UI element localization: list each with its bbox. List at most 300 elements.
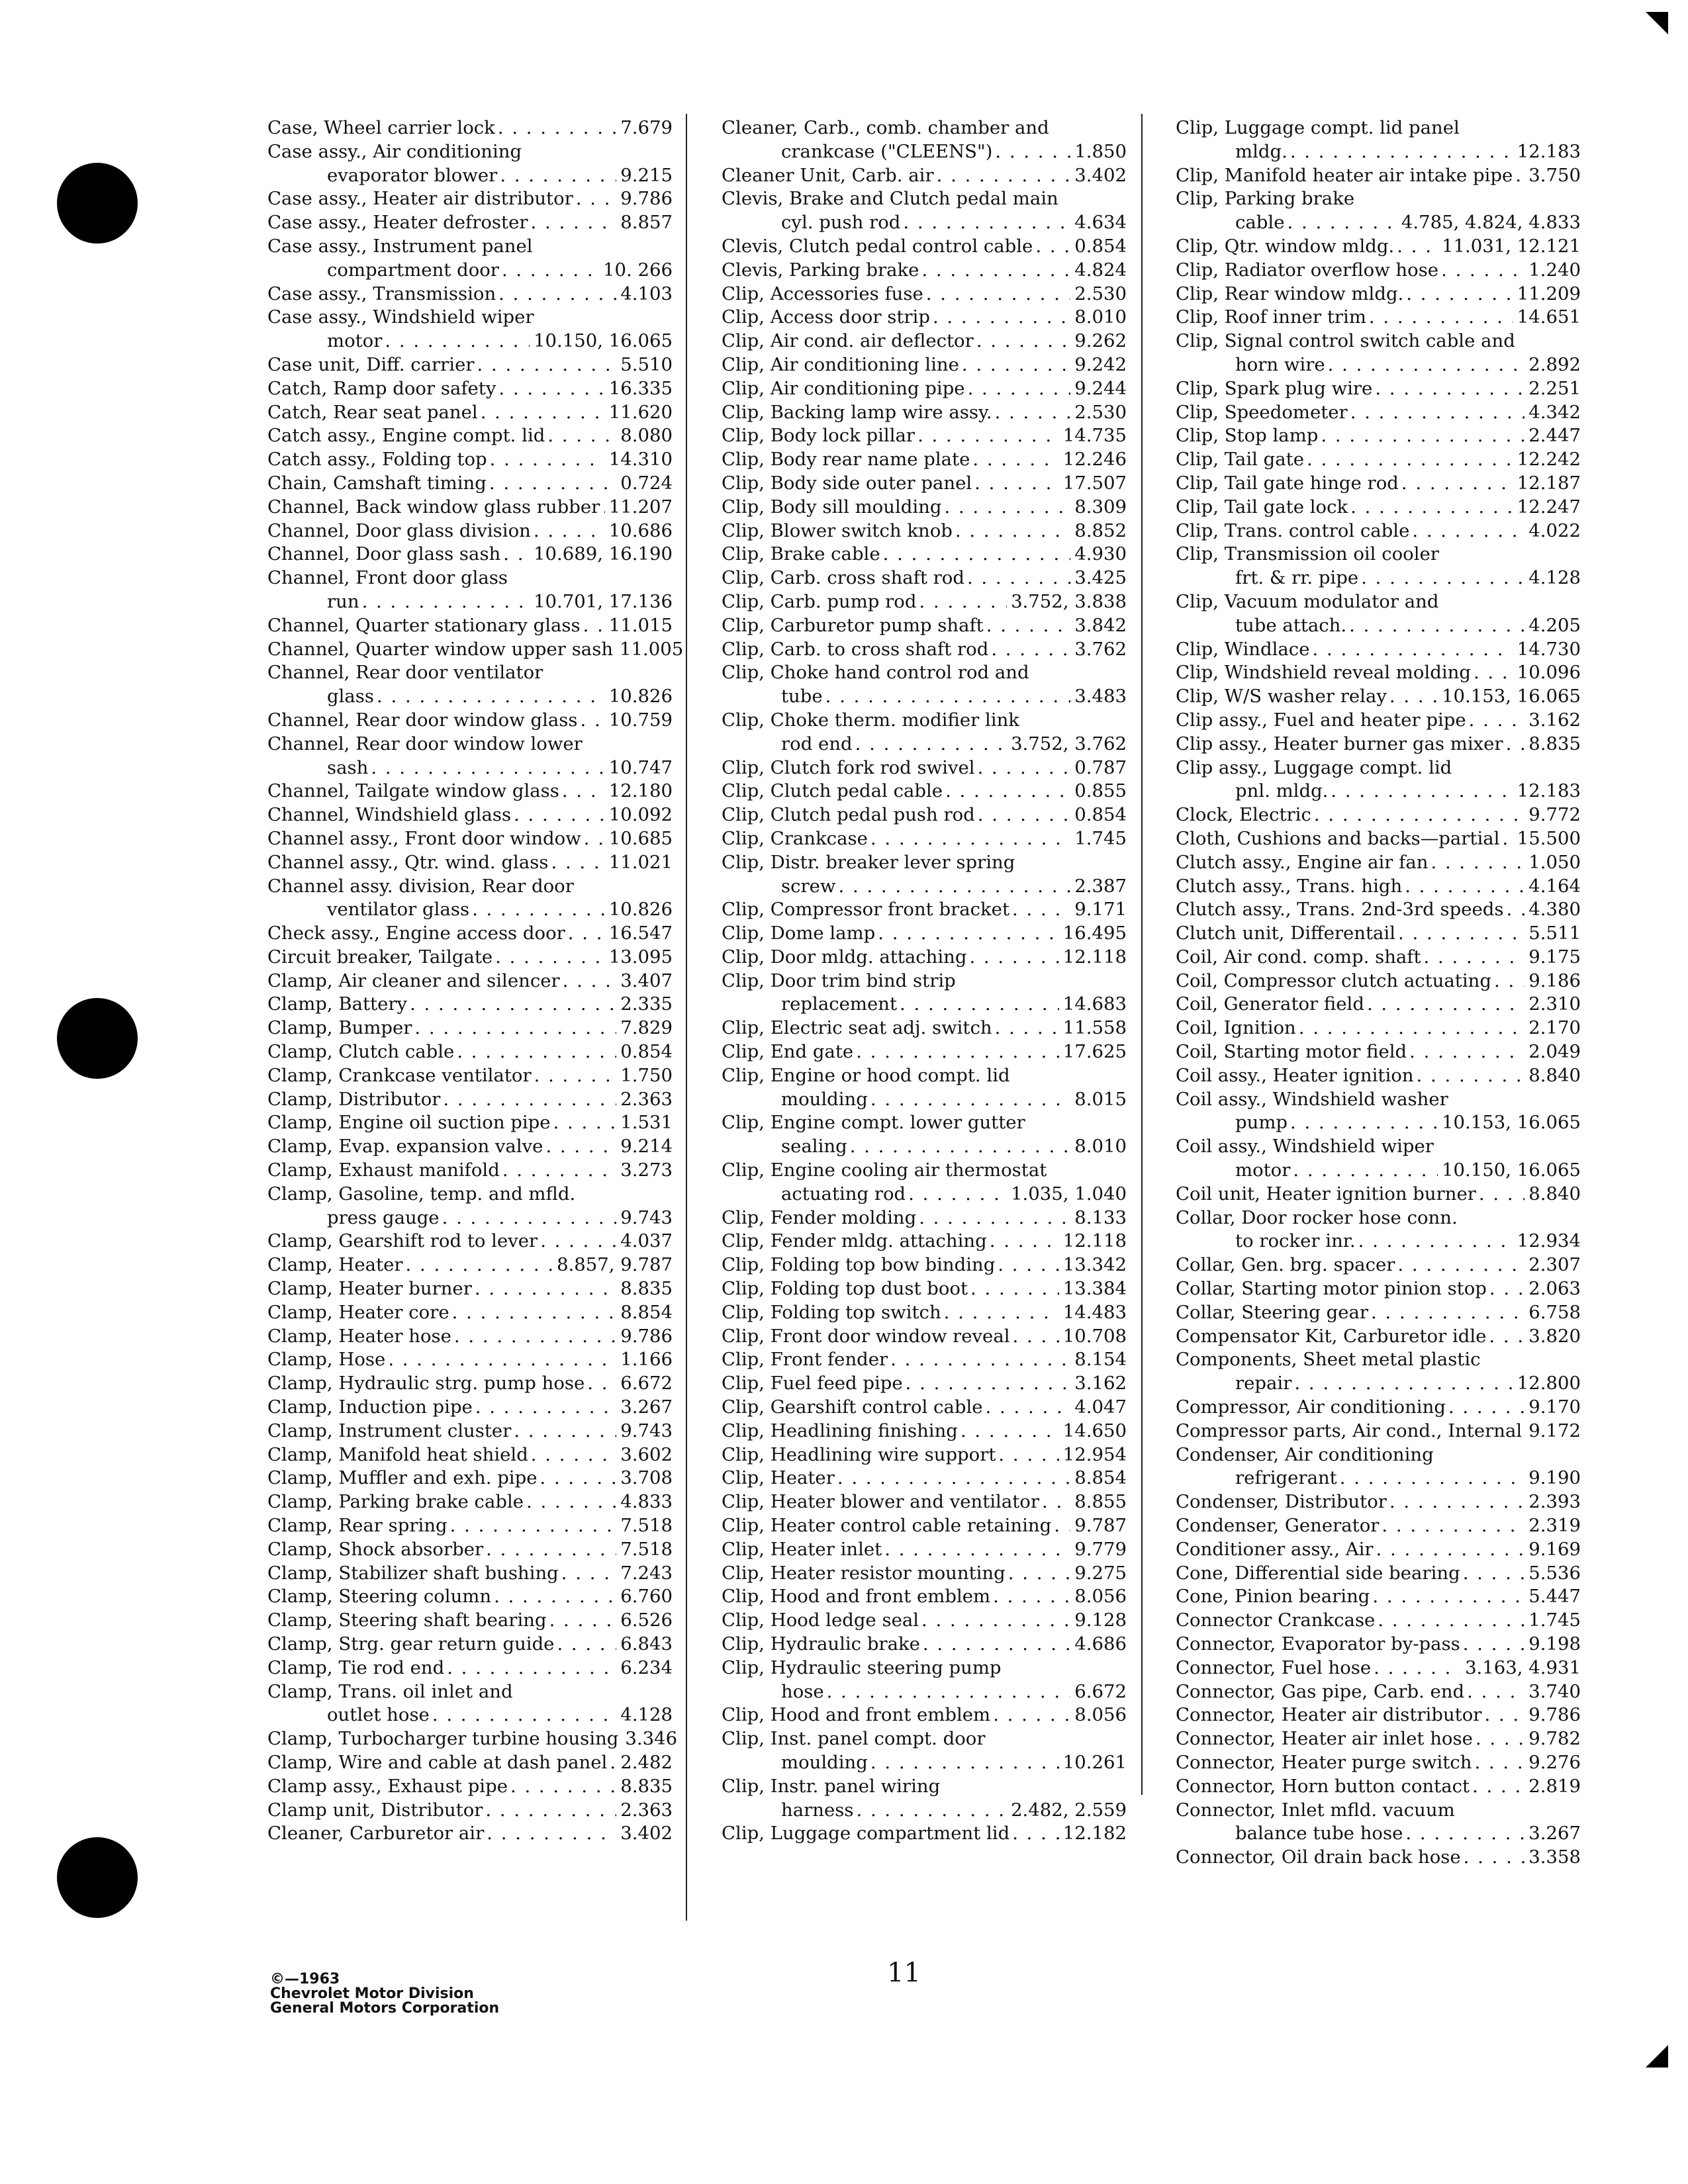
entry-page-ref: 9.215 xyxy=(620,164,673,186)
entry-page-ref: 1.050 xyxy=(1528,851,1581,873)
entry-page-ref: 1.240 xyxy=(1528,259,1581,281)
leader-dots xyxy=(903,211,1070,235)
entry-page-ref: 9.186 xyxy=(1528,970,1581,991)
entry-page-ref: 2.049 xyxy=(1528,1041,1581,1063)
leader-dots xyxy=(502,1159,616,1183)
index-entry xyxy=(722,1467,1127,1490)
entry-page-ref: 3.752, 3.762 xyxy=(1011,733,1127,754)
entry-page-ref: 3.750 xyxy=(1528,164,1581,186)
entry-page-ref: 9.786 xyxy=(1528,1704,1581,1726)
leader-dots xyxy=(1484,1704,1524,1727)
entry-page-ref: 11.021 xyxy=(608,851,673,873)
leader-dots xyxy=(385,330,530,353)
entry-page-ref: 3.402 xyxy=(1074,164,1127,186)
index-entry xyxy=(722,780,1127,803)
entry-page-ref: 12.242 xyxy=(1517,449,1581,471)
entry-text: Clip, Fender molding xyxy=(722,1206,917,1228)
entry-page-ref: 12.183 xyxy=(1517,140,1581,162)
entry-page-ref: 11.015 xyxy=(608,614,673,636)
entry-text: Collar, Starting motor pinion stop xyxy=(1176,1278,1487,1300)
entry-text: Connector, Evaporator by-pass xyxy=(1176,1633,1460,1655)
leader-dots xyxy=(998,1443,1058,1467)
entry-page-ref: 9.172 xyxy=(1528,1420,1581,1441)
index-entry xyxy=(722,1253,1127,1277)
entry-text: frt. & rr. pipe xyxy=(1235,567,1359,589)
entry-text: mldg. xyxy=(1235,140,1288,162)
entry-page-ref: 2.819 xyxy=(1528,1775,1581,1797)
index-entry xyxy=(267,685,673,709)
leader-dots xyxy=(883,543,1071,567)
index-entry xyxy=(722,424,1127,448)
index-entry xyxy=(267,1443,673,1467)
entry-page-ref: 3.267 xyxy=(620,1396,673,1418)
index-entry xyxy=(1176,1396,1581,1420)
index-entry xyxy=(267,259,673,283)
leader-dots xyxy=(1398,922,1524,946)
leader-dots xyxy=(921,259,1070,283)
index-entry xyxy=(267,970,673,993)
entry-text: Catch, Rear seat panel xyxy=(267,401,478,423)
entry-page-ref: 7.679 xyxy=(620,117,673,138)
leader-dots xyxy=(961,1420,1059,1443)
entry-text: Clamp assy., Exhaust pipe xyxy=(267,1775,508,1797)
index-entry xyxy=(722,614,1127,638)
entry-page-ref: 9.782 xyxy=(1528,1728,1581,1750)
index-entry xyxy=(267,187,673,211)
leader-dots xyxy=(549,1609,617,1633)
leader-dots xyxy=(576,187,616,211)
leader-dots xyxy=(1397,235,1438,259)
entry-text: Clamp, Exhaust manifold xyxy=(267,1160,500,1181)
entry-page-ref: 0.854 xyxy=(1074,804,1127,826)
entry-page-ref: 2.363 xyxy=(620,1799,673,1821)
entry-text: motor xyxy=(1235,1160,1291,1181)
index-entry xyxy=(722,187,1127,211)
index-entry xyxy=(267,377,673,401)
entry-page-ref: 2.530 xyxy=(1074,401,1127,423)
leader-dots xyxy=(442,1206,617,1230)
entry-page-ref: 10.092 xyxy=(608,804,673,826)
entry-text: Condenser, Distributor xyxy=(1176,1491,1387,1513)
entry-page-ref: 11.209 xyxy=(1517,283,1581,304)
leader-dots xyxy=(1371,1301,1524,1325)
entry-page-ref: 16.547 xyxy=(608,923,673,944)
entry-text: Clip assy., Fuel and heater pipe xyxy=(1176,709,1466,731)
entry-text: Clamp, Evap. expansion valve xyxy=(267,1136,543,1158)
leader-dots xyxy=(531,211,617,235)
index-entry xyxy=(722,1538,1127,1562)
leader-dots xyxy=(1372,1585,1524,1609)
leader-dots xyxy=(443,1088,616,1112)
index-entry xyxy=(267,661,673,685)
entry-page-ref: 8.010 xyxy=(1074,306,1127,328)
entry-page-ref: 2.482, 2.559 xyxy=(1011,1799,1127,1821)
leader-dots xyxy=(568,922,605,946)
entry-text: Clip, Stop lamp xyxy=(1176,425,1319,447)
entry-text: Clip, Manifold heater air intake pipe xyxy=(1176,164,1513,186)
index-entry xyxy=(722,922,1127,946)
index-entry xyxy=(722,756,1127,780)
entry-text: Clutch assy., Trans. 2nd-3rd speeds xyxy=(1176,899,1504,921)
entry-page-ref: 16.495 xyxy=(1062,923,1127,944)
entry-page-ref: 1.531 xyxy=(620,1112,673,1134)
entry-text: Case assy., Air conditioning xyxy=(267,140,522,162)
entry-page-ref: 13.342 xyxy=(1062,1254,1127,1276)
entry-text: cyl. push rod xyxy=(781,212,901,234)
entry-text: Clip, Choke therm. modifier link xyxy=(722,709,1019,731)
entry-text: evaporator blower xyxy=(327,164,498,186)
entry-text: Channel, Windshield glass xyxy=(267,804,512,826)
index-entry xyxy=(1176,1704,1581,1727)
entry-text: sash xyxy=(327,756,369,778)
leader-dots xyxy=(371,756,604,780)
entry-page-ref: 1.745 xyxy=(1074,827,1127,849)
leader-dots xyxy=(563,970,617,993)
leader-dots xyxy=(923,1633,1070,1657)
index-entry xyxy=(267,1609,673,1633)
index-entry xyxy=(1176,211,1581,235)
index-entry xyxy=(722,1775,1127,1799)
entry-text: Collar, Steering gear xyxy=(1176,1301,1369,1323)
leader-dots xyxy=(1448,1396,1524,1420)
index-entry xyxy=(722,1183,1127,1206)
entry-page-ref: 13.095 xyxy=(608,946,673,968)
leader-dots xyxy=(602,496,605,520)
index-entry xyxy=(267,211,673,235)
leader-dots xyxy=(547,424,616,448)
leader-dots xyxy=(1012,898,1070,922)
leader-dots xyxy=(995,401,1071,425)
copyright-line: ©—1963 xyxy=(270,1971,340,1987)
entry-text: Clip, Heater xyxy=(722,1467,835,1489)
index-entry xyxy=(1176,638,1581,662)
entry-page-ref: 3.483 xyxy=(1074,686,1127,707)
leader-dots xyxy=(990,1230,1059,1253)
entry-text: Clip, Front door window reveal xyxy=(722,1325,1010,1347)
entry-text: Connector, Heater air distributor xyxy=(1176,1704,1482,1726)
entry-text: Clutch assy., Trans. high xyxy=(1176,875,1403,897)
leader-dots xyxy=(908,1183,1007,1206)
index-entry xyxy=(267,235,673,259)
entry-text: Clamp, Shock absorber xyxy=(267,1538,484,1560)
index-column-3 xyxy=(1176,116,1581,1870)
entry-page-ref: 1.745 xyxy=(1528,1610,1581,1631)
leader-dots xyxy=(1474,661,1513,685)
entry-page-ref: 0.724 xyxy=(620,472,673,494)
entry-text: Clip assy., Heater burner gas mixer xyxy=(1176,733,1503,754)
entry-text: Clamp, Crankcase ventilator xyxy=(267,1064,532,1086)
index-entry xyxy=(722,1822,1127,1846)
entry-page-ref: 8.835 xyxy=(620,1775,673,1797)
leader-dots xyxy=(870,1751,1059,1775)
entry-text: Clip, Body side outer panel xyxy=(722,472,972,494)
index-entry xyxy=(267,946,673,970)
entry-page-ref: 2.319 xyxy=(1528,1515,1581,1537)
index-entry xyxy=(1176,685,1581,709)
leader-dots xyxy=(995,140,1070,164)
entry-page-ref: 14.735 xyxy=(1062,425,1127,447)
index-entry xyxy=(267,1704,673,1727)
leader-dots xyxy=(545,1135,616,1159)
entry-text: Clip, Accessories fuse xyxy=(722,283,923,304)
leader-dots xyxy=(1376,1538,1525,1562)
leader-dots xyxy=(498,116,616,140)
entry-page-ref: 8.015 xyxy=(1074,1088,1127,1110)
index-entry xyxy=(722,1230,1127,1253)
entry-text: Clip, Brake cable xyxy=(722,543,880,565)
entry-page-ref: 2.447 xyxy=(1528,425,1581,447)
leader-dots xyxy=(1463,1562,1525,1586)
entry-text: Clevis, Parking brake xyxy=(722,259,919,281)
index-entry xyxy=(722,1799,1127,1823)
entry-page-ref: 2.063 xyxy=(1528,1278,1581,1300)
corner-mark-icon xyxy=(1646,2045,1668,2068)
index-entry xyxy=(267,543,673,567)
entry-page-ref: 12.246 xyxy=(1062,449,1127,471)
entry-text: Channel, Front door glass xyxy=(267,567,508,589)
entry-page-ref: 14.730 xyxy=(1517,638,1581,660)
entry-text: Coil, Ignition xyxy=(1176,1017,1296,1039)
entry-page-ref: 9.175 xyxy=(1528,946,1581,968)
leader-dots xyxy=(1361,567,1524,590)
entry-text: Clip, Windlace xyxy=(1176,638,1310,660)
entry-text: Clip, Body sill moulding xyxy=(722,496,942,518)
leader-dots xyxy=(944,1301,1059,1325)
index-entry xyxy=(1176,756,1581,780)
index-entry xyxy=(267,1206,673,1230)
index-entry xyxy=(722,1680,1127,1704)
index-entry xyxy=(267,1111,673,1135)
index-entry xyxy=(722,685,1127,709)
leader-dots xyxy=(884,1538,1070,1562)
punch-hole-icon xyxy=(57,1837,138,1918)
entry-page-ref: 2.310 xyxy=(1528,993,1581,1015)
entry-page-ref: 3.402 xyxy=(620,1823,673,1844)
leader-dots xyxy=(837,1467,1070,1490)
leader-dots xyxy=(1042,1490,1070,1514)
entry-page-ref: 4.022 xyxy=(1528,520,1581,541)
entry-text: Clip, Carb. cross shaft rod xyxy=(722,567,964,589)
entry-page-ref: 11.620 xyxy=(608,401,673,423)
entry-text: Clip, Engine compt. lower gutter xyxy=(722,1112,1025,1134)
index-entry xyxy=(1176,187,1581,211)
index-entry xyxy=(722,590,1127,614)
entry-text: Channel, Rear door ventilator xyxy=(267,662,543,684)
entry-text: Cone, Differential side bearing xyxy=(1176,1562,1460,1584)
entry-page-ref: 4.833 xyxy=(620,1491,673,1513)
entry-page-ref: 6.234 xyxy=(620,1657,673,1678)
entry-text: Clip, Hood ledge seal xyxy=(722,1610,919,1631)
entry-text: Case unit, Diff. carrier xyxy=(267,353,475,375)
entry-text: Connector, Fuel hose xyxy=(1176,1657,1372,1678)
leader-dots xyxy=(900,993,1059,1017)
leader-dots xyxy=(584,827,605,851)
index-entry xyxy=(722,401,1127,425)
entry-page-ref: 8.840 xyxy=(1528,1064,1581,1086)
entry-text: Clutch assy., Engine air fan xyxy=(1176,851,1429,873)
index-entry xyxy=(1176,401,1581,425)
entry-text: Coil, Air cond. comp. shaft xyxy=(1176,946,1421,968)
leader-dots xyxy=(502,259,599,283)
entry-text: sealing xyxy=(781,1136,847,1158)
entry-page-ref: 10.701, 17.136 xyxy=(534,590,673,612)
index-entry xyxy=(722,1206,1127,1230)
index-entry xyxy=(1176,827,1581,851)
leader-dots xyxy=(1464,1846,1525,1870)
entry-text: Condenser, Generator xyxy=(1176,1515,1380,1537)
leader-dots xyxy=(1401,472,1513,496)
entry-page-ref: 8.854 xyxy=(1074,1467,1127,1489)
leader-dots xyxy=(850,1135,1071,1159)
entry-text: Clip assy., Luggage compt. lid xyxy=(1176,756,1452,778)
entry-text: Clip, Tail gate hinge rod xyxy=(1176,472,1399,494)
index-entry xyxy=(267,353,673,377)
index-entry xyxy=(1176,1017,1581,1040)
leader-dots xyxy=(955,520,1070,543)
index-entry xyxy=(1176,1277,1581,1301)
leader-dots xyxy=(1328,353,1525,377)
entry-page-ref: 9.743 xyxy=(620,1206,673,1228)
leader-dots xyxy=(970,1277,1059,1301)
entry-page-ref: 12.118 xyxy=(1062,1230,1127,1252)
index-entry xyxy=(267,1514,673,1538)
entry-page-ref: 10.686 xyxy=(608,520,673,541)
leader-dots xyxy=(1412,520,1524,543)
entry-page-ref: 8.854 xyxy=(620,1301,673,1323)
entry-page-ref: 6.758 xyxy=(1528,1301,1581,1323)
leader-dots xyxy=(838,875,1070,899)
entry-page-ref: 0.854 xyxy=(620,1041,673,1063)
entry-page-ref: 7.829 xyxy=(620,1017,673,1039)
index-entry xyxy=(267,1017,673,1040)
entry-text: Clip, Luggage compartment lid xyxy=(722,1823,1010,1844)
entry-text: Clamp, Heater hose xyxy=(267,1325,451,1347)
entry-page-ref: 4.103 xyxy=(620,283,673,304)
entry-text: Circuit breaker, Tailgate xyxy=(267,946,493,968)
entry-text: press gauge xyxy=(327,1206,440,1228)
entry-page-ref: 8.857 xyxy=(620,212,673,234)
index-entry xyxy=(722,1064,1127,1088)
entry-text: Compressor, Air conditioning xyxy=(1176,1396,1446,1418)
index-entry xyxy=(722,472,1127,496)
entry-text: Coil, Compressor clutch actuating xyxy=(1176,970,1491,991)
entry-text: glass xyxy=(327,686,375,707)
leader-dots xyxy=(962,353,1070,377)
entry-page-ref: 4.047 xyxy=(1074,1396,1127,1418)
index-entry xyxy=(267,1159,673,1183)
entry-page-ref: 6.672 xyxy=(1074,1680,1127,1702)
entry-page-ref: 8.840 xyxy=(1528,1183,1581,1205)
leader-dots xyxy=(827,1680,1071,1704)
entry-page-ref: 5.511 xyxy=(1528,923,1581,944)
entry-text: Channel assy. division, Rear door xyxy=(267,875,574,897)
leader-dots xyxy=(406,1253,553,1277)
entry-text: Clip, Clutch pedal push rod xyxy=(722,804,975,826)
column-divider xyxy=(1141,114,1143,1795)
entry-page-ref: 8.056 xyxy=(1074,1586,1127,1608)
entry-text: Clamp, Bumper xyxy=(267,1017,412,1039)
entry-text: Clevis, Clutch pedal control cable xyxy=(722,235,1033,257)
leader-dots xyxy=(485,1799,616,1823)
index-entry xyxy=(1176,140,1581,164)
entry-text: Clip, Carb. pump rod xyxy=(722,590,917,612)
entry-text: Clip, Body rear name plate xyxy=(722,449,970,471)
entry-page-ref: 1.035, 1.040 xyxy=(1011,1183,1127,1205)
entry-page-ref: 3.740 xyxy=(1528,1680,1581,1702)
index-column-2 xyxy=(722,116,1127,1846)
index-entry xyxy=(1176,567,1581,590)
leader-dots xyxy=(1294,1372,1513,1396)
entry-page-ref: 8.309 xyxy=(1074,496,1127,518)
entry-text: Cloth, Cushions and backs—partial xyxy=(1176,827,1500,849)
leader-dots xyxy=(1358,1230,1513,1253)
index-entry xyxy=(722,661,1127,685)
leader-dots xyxy=(1506,898,1524,922)
leader-dots xyxy=(1469,709,1525,733)
entry-page-ref: 10. 266 xyxy=(603,259,673,281)
leader-dots xyxy=(1321,424,1524,448)
index-entry xyxy=(722,140,1127,164)
entry-page-ref: 13.384 xyxy=(1062,1278,1127,1300)
index-entry xyxy=(722,353,1127,377)
entry-page-ref: 15.500 xyxy=(1517,827,1581,849)
entry-page-ref: 7.518 xyxy=(620,1515,673,1537)
leader-dots xyxy=(978,756,1071,780)
entry-text: Clip, Speedometer xyxy=(1176,401,1348,423)
corner-mark-icon xyxy=(1646,12,1668,34)
entry-text: Clip, Instr. panel wiring xyxy=(722,1775,941,1797)
index-entry xyxy=(722,330,1127,353)
entry-page-ref: 5.536 xyxy=(1528,1562,1581,1584)
entry-text: Clip, Air cond. air deflector xyxy=(722,330,974,352)
index-entry xyxy=(267,803,673,827)
entry-page-ref: 7.243 xyxy=(620,1562,673,1584)
leader-dots xyxy=(561,1562,617,1586)
entry-page-ref: 3.752, 3.838 xyxy=(1011,590,1127,612)
leader-dots xyxy=(432,1704,616,1727)
entry-page-ref: 3.842 xyxy=(1074,614,1127,636)
entry-text: Clip, Gearshift control cable xyxy=(722,1396,983,1418)
index-entry xyxy=(722,875,1127,899)
entry-page-ref: 2.170 xyxy=(1528,1017,1581,1039)
index-entry xyxy=(722,1159,1127,1183)
leader-dots xyxy=(1424,946,1525,970)
index-entry xyxy=(267,614,673,638)
index-entry xyxy=(722,1348,1127,1372)
entry-text: Clamp, Hydraulic strg. pump hose xyxy=(267,1373,585,1394)
index-entry xyxy=(1176,1514,1581,1538)
entry-text: Connector, Gas pipe, Carb. end xyxy=(1176,1680,1465,1702)
leader-dots xyxy=(1369,306,1513,330)
index-entry xyxy=(1176,1111,1581,1135)
entry-page-ref: 9.128 xyxy=(1074,1610,1127,1631)
entry-text: Clamp, Rear spring xyxy=(267,1515,447,1537)
entry-text: Clip, End gate xyxy=(722,1041,854,1063)
index-entry xyxy=(267,1585,673,1609)
leader-dots xyxy=(870,1088,1070,1112)
index-entry xyxy=(722,567,1127,590)
leader-dots xyxy=(551,851,604,875)
index-entry xyxy=(1176,1206,1581,1230)
leader-dots xyxy=(1290,1111,1438,1135)
leader-dots xyxy=(1331,780,1513,803)
leader-dots xyxy=(526,1490,616,1514)
index-entry xyxy=(1176,330,1581,353)
index-entry xyxy=(267,1751,673,1775)
index-entry xyxy=(1176,1159,1581,1183)
index-entry xyxy=(1176,1040,1581,1064)
entry-page-ref: 10.261 xyxy=(1062,1751,1127,1773)
